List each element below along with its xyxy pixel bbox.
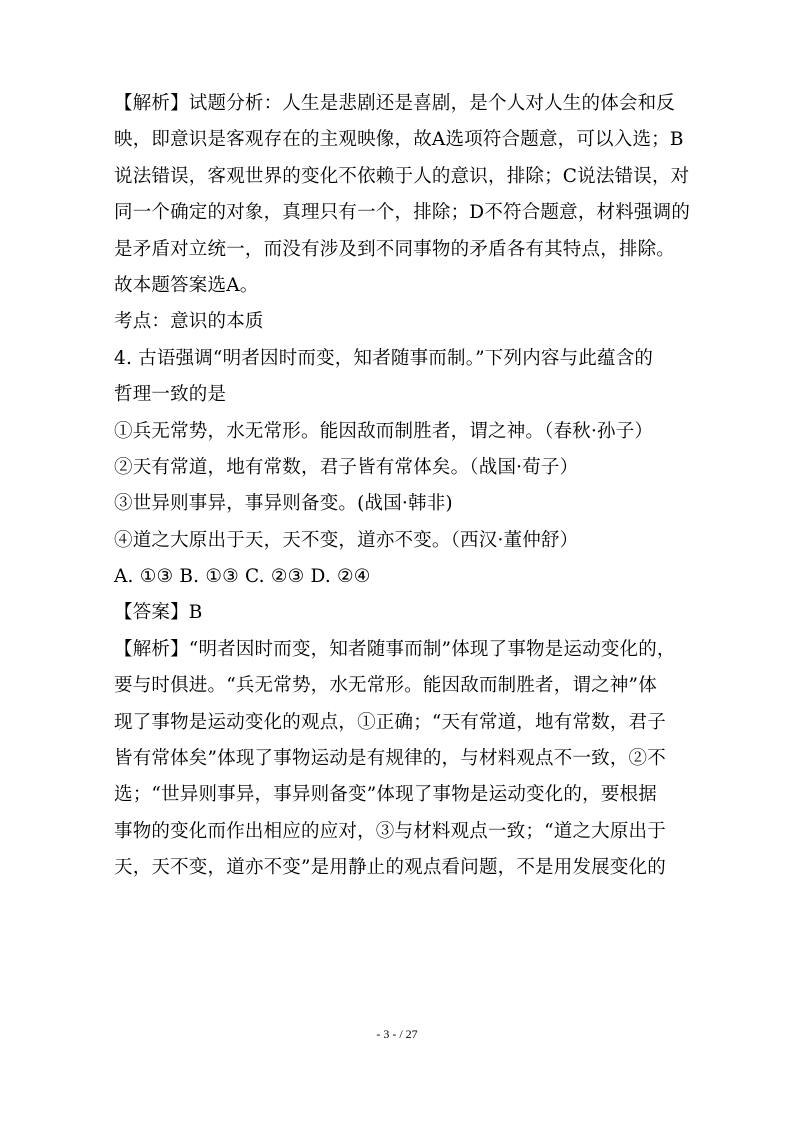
text-line: 【解析】“明者因时而变，知者随事而制”体现了事物是运动变化的， bbox=[114, 638, 676, 660]
page-number: - 3 - / 27 bbox=[376, 1027, 418, 1041]
question-stem: 哲理一致的是 bbox=[114, 384, 227, 406]
statement-4: ④道之大原出于天，天不变，道亦不变。（西汉·董仲舒） bbox=[114, 529, 579, 551]
text-line: 是矛盾对立统一，而没有涉及到不同事物的矛盾各有其特点，排除。 bbox=[114, 238, 676, 260]
text-line: 皆有常体矣”体现了事物运动是有规律的，与材料观点不一致，②不 bbox=[114, 748, 666, 770]
statement-1: ①兵无常势，水无常形。能因敌而制胜者，谓之神。（春秋·孙子） bbox=[114, 420, 654, 442]
text-line: 映，即意识是客观存在的主观映像，故A选项符合题意，可以入选；B bbox=[114, 129, 684, 151]
text-line: 选；“世异则事异，事异则备变”体现了事物是运动变化的，要根据 bbox=[114, 784, 657, 806]
text-line: 【解析】试题分析：人生是悲剧还是喜剧，是个人对人生的体会和反 bbox=[114, 93, 676, 114]
statement-3: ③世异则事异，事异则备变。(战国·韩非) bbox=[114, 493, 453, 515]
text-line: 故本题答案选A。 bbox=[114, 274, 259, 296]
text-line: 要与时俱进。“兵无常势，水无常形。能因敌而制胜者，谓之神”体 bbox=[114, 675, 657, 697]
answer-key: 【答案】B bbox=[114, 602, 203, 624]
text-line: 现了事物是运动变化的观点，①正确；“天有常道，地有常数，君子 bbox=[114, 711, 666, 733]
text-line: 天，天不变，道亦不变”是用静止的观点看问题，不是用发展变化的 bbox=[114, 857, 666, 879]
question-stem: 4. 古语强调“明者因时而变，知者随事而制。”下列内容与此蕴含的 bbox=[114, 347, 654, 369]
text-line: 同一个确定的对象，真理只有一个，排除；D不符合题意，材料强调的 bbox=[114, 202, 691, 224]
text-line: 说法错误，客观世界的变化不依赖于人的意识，排除；C说法错误，对 bbox=[114, 165, 690, 187]
page-content bbox=[114, 93, 691, 895]
text-line: 考点：意识的本质 bbox=[114, 311, 264, 333]
text-line: 事物的变化而作出相应的应对，③与材料观点一致；“道之大原出于 bbox=[114, 820, 666, 842]
answer-options: A. ①③ B. ①③ C. ②③ D. ②④ bbox=[114, 566, 371, 588]
statement-2: ②天有常道，地有常数，君子皆有常体矣。（战国·荀子） bbox=[114, 456, 579, 478]
